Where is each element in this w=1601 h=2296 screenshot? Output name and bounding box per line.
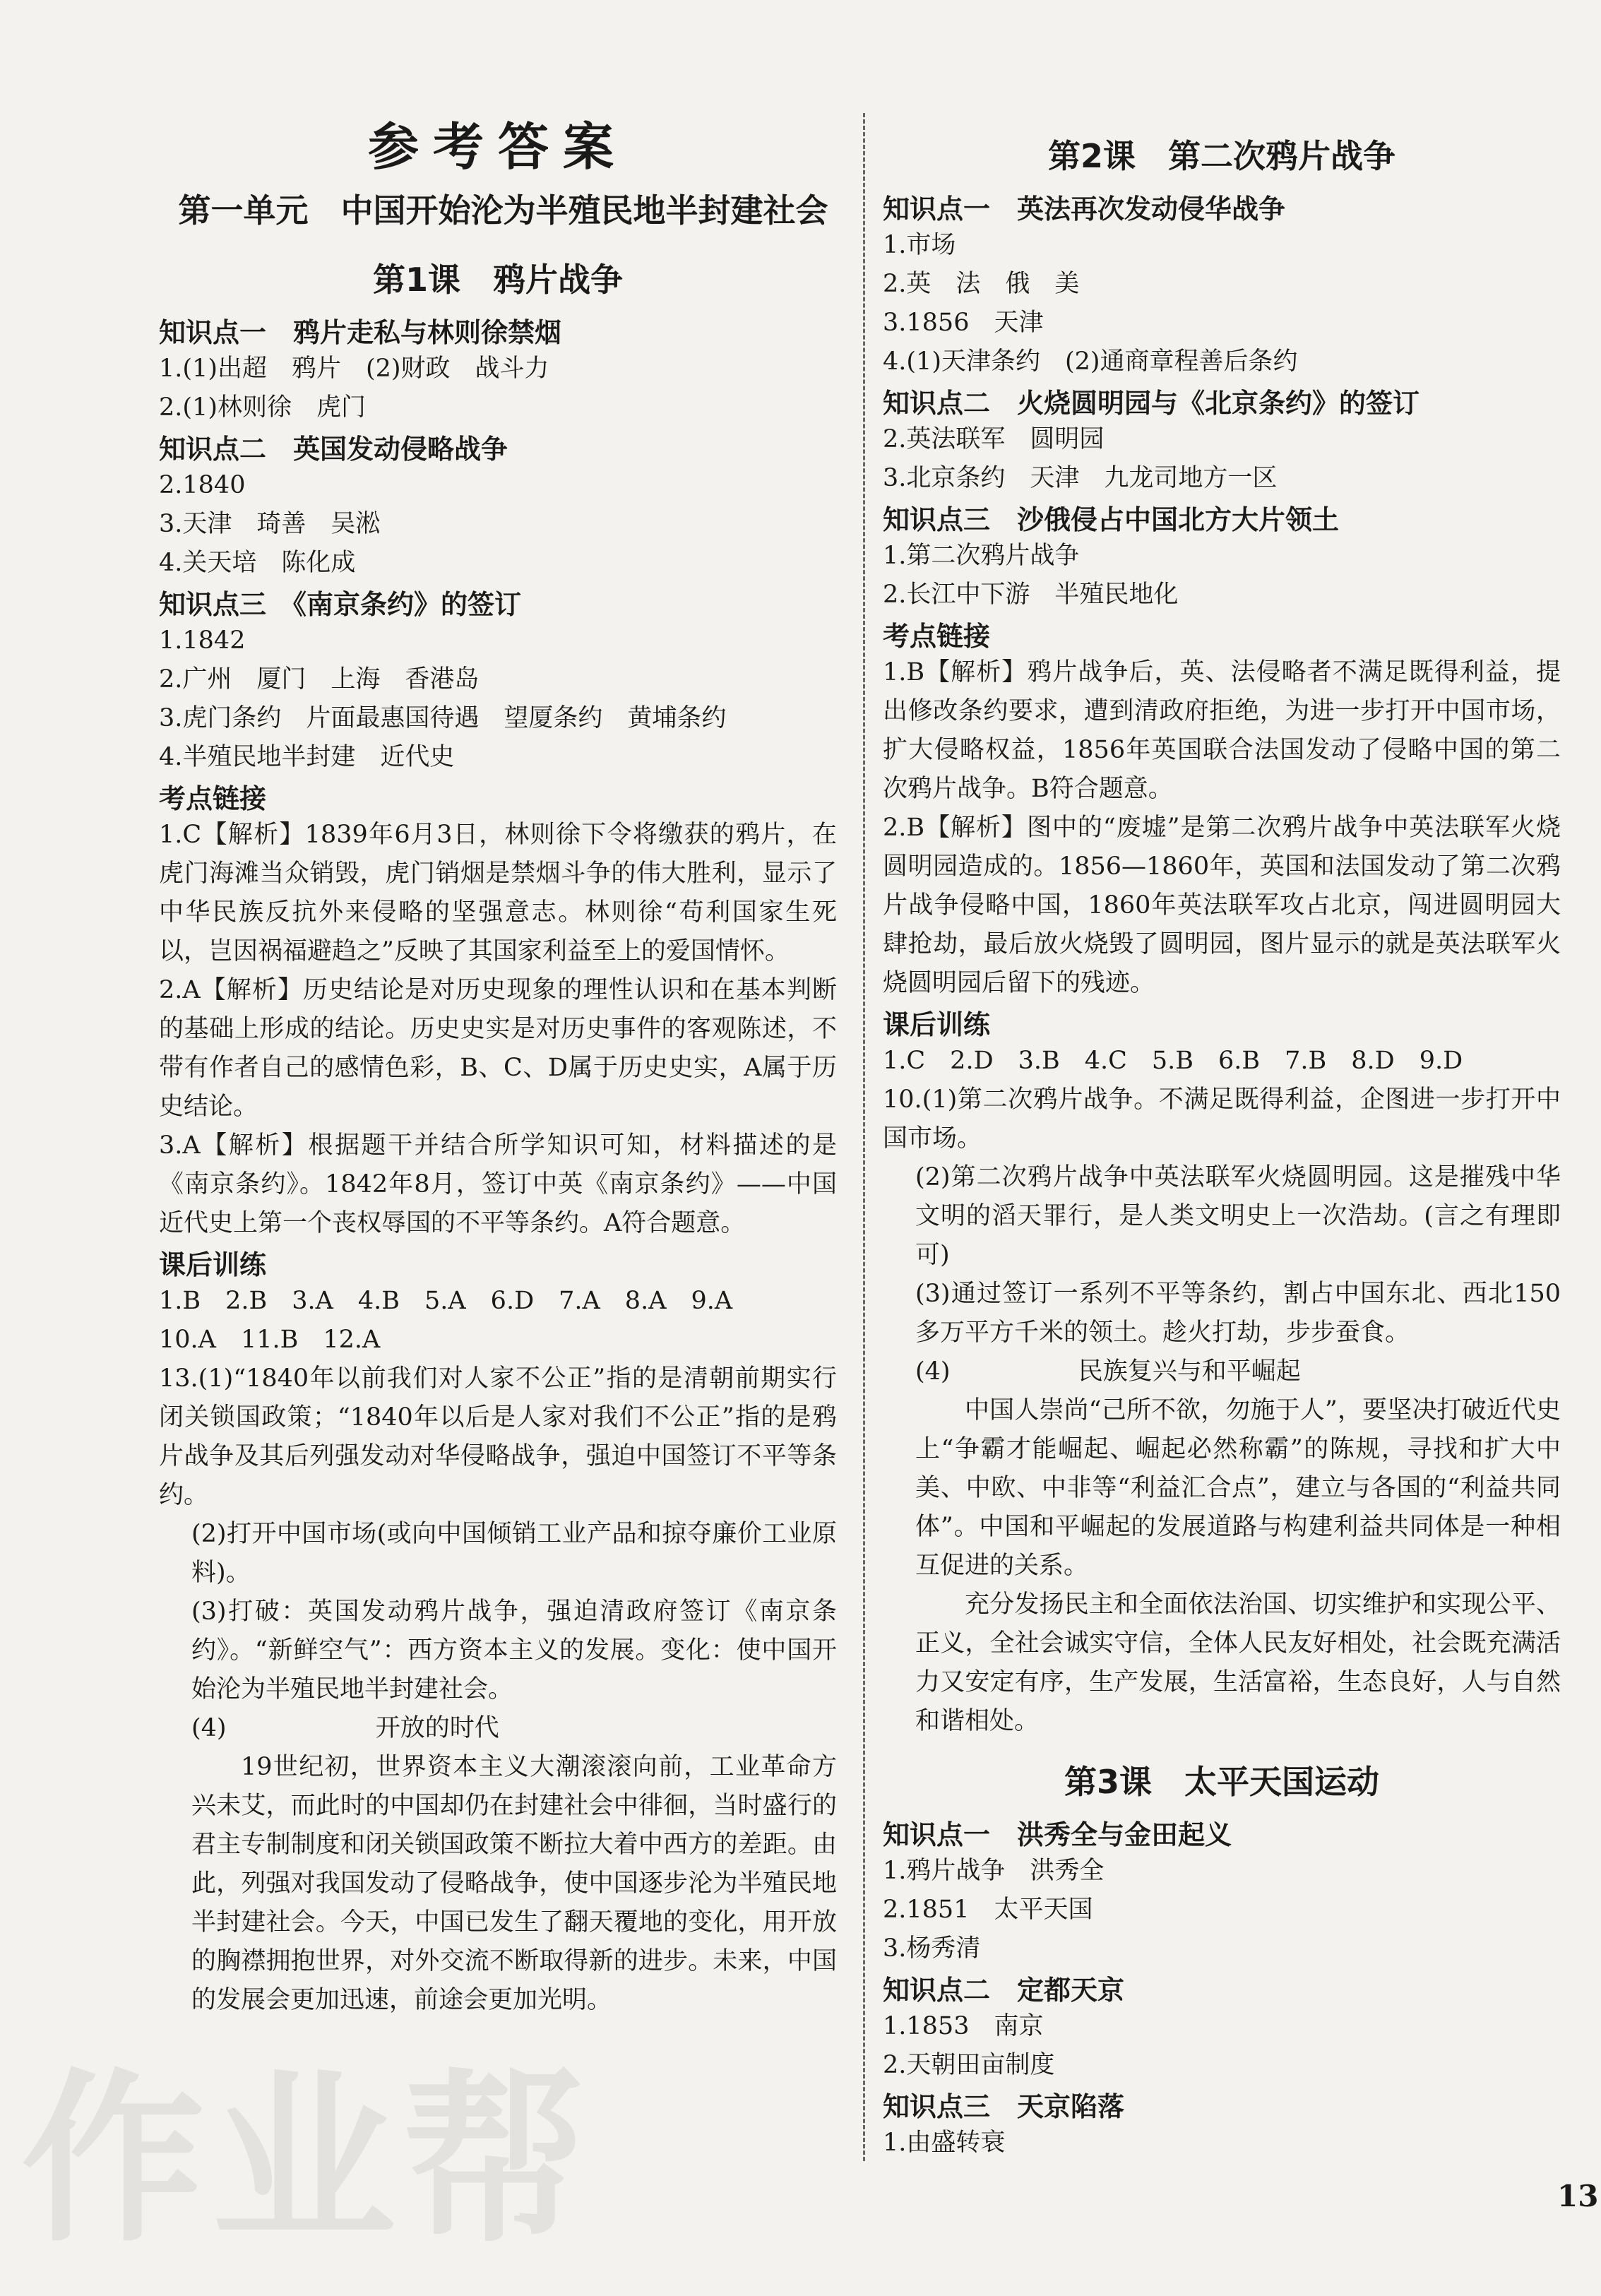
answer-line: 2.长江中下游 半殖民地化 [883,581,1179,609]
answer-line: 4.半殖民地半封建 近代史 [159,743,455,771]
page-title: 参考答案 [367,117,628,177]
essay-title: 民族复兴与和平崛起 [1078,1357,1301,1386]
knowledge-point-heading: 知识点三 沙俄侵占中国北方大片领土 [883,504,1340,535]
answer-line: 4.关天培 陈化成 [159,549,356,577]
answer-line: 2.天朝田亩制度 [883,2051,1055,2079]
essay-body: 19世纪初，世界资本主义大潮滚滚向前，工业革命方兴未艾，而此时的中国却仍在封建社会中徘徊，当时盛行的君主专制制度和闭关锁国政策不断拉大着中西方的差距。由此，列强对我国发动了侵略战争，使中国逐步沦为半殖民地半封建社会。今天，中国已发生了翻天覆地的变化，用开放的胸襟拥抱世界，对外交流不断取得新的进步。未来，中国的发展会更加迅速，前途会更加光明。 [191,1753,837,2014]
analysis-answer: 1.C【解析】1839年6月3日，林则徐下令将缴获的鸦片，在虎门海滩当众销毁，虎门销烟是禁烟斗争的伟大胜利，显示了中华民族反抗外来侵略的坚强意志。林则徐“苟利国家生死以，岂因祸福避趋之”反映了其国家利益至上的爱国情怀。 [159,821,837,965]
page-number: 13 [1557,2179,1599,2213]
answer-line: 1.第二次鸦片战争 [883,542,1080,570]
answer-line: 4.(1)天津条约 (2)通商章程善后条约 [883,347,1298,376]
analysis-answer: 1.B【解析】鸦片战争后，英、法侵略者不满足既得利益，提出修改条约要求，遭到清政府拒绝，为进一步打开中国市场，扩大侵略权益，1856年英国联合法国发动了侵略中国的第二次鸦片战争。B符合题意。 [883,658,1561,803]
right-column [883,131,1561,2163]
answer-line: 1.1853 南京 [883,2012,1044,2040]
section-heading: 课后训练 [883,1009,991,1040]
essay-subheading [883,1352,1561,1391]
knowledge-point-heading: 知识点二 定都天京 [883,1975,1125,2006]
lesson-1-title: 第1课 鸦片战争 [372,261,623,299]
left-column [159,254,837,2020]
column-divider [863,113,865,2161]
essay-title: 开放的时代 [375,1714,499,1742]
essay-subheading [159,1709,837,1748]
essay-answer: 10.(1)第二次鸦片战争。不满足既得利益，企图进一步打开中国市场。 [883,1085,1561,1153]
section-heading: 课后训练 [159,1249,267,1280]
knowledge-point-heading: 知识点二 英国发动侵略战争 [159,434,508,465]
answer-line: 2.英法联军 圆明园 [883,425,1105,453]
answer-line: 2.英 法 俄 美 [883,270,1080,298]
knowledge-point-heading: 知识点三 《南京条约》的签订 [159,589,522,620]
answer-line: 3.虎门条约 片面最惠国待遇 望厦条约 黄埔条约 [159,704,727,732]
section-heading: 考点链接 [883,621,991,652]
answer-line: 1.(1)出超 鸦片 (2)财政 战斗力 [159,355,549,383]
essay-answer: (2)第二次鸦片战争中英法联军火烧圆明园。这是摧残中华文明的滔天罪行，是人类文明史上一次浩劫。(言之有理即可) [915,1163,1561,1269]
watermark: 作业帮 [21,2054,593,2267]
answer-line: 3.1856 天津 [883,309,1044,337]
answer-line: 1.1842 [159,626,246,655]
essay-label: (4) [915,1357,951,1386]
essay-body: 充分发扬民主和全面依法治国、切实维护和实现公平、正义，全社会诚实守信，全体人民友好相处，社会既充满活力又安定有序，生产发展，生活富裕，生态良好，人与自然和谐相处。 [915,1590,1561,1735]
essay-answer: (3)打破：英国发动鸦片战争，强迫清政府签订《南京条约》。“新鲜空气”：西方资本主义的发展。变化：使中国开始沦为半殖民地半封建社会。 [191,1598,837,1703]
unit-title: 第一单元 中国开始沦为半殖民地半封建社会 [178,191,828,230]
section-heading: 考点链接 [159,783,267,814]
answer-line: 1.B 2.B 3.A 4.B 5.A 6.D 7.A 8.A 9.A [159,1287,733,1315]
essay-body: 中国人崇尚“己所不欲，勿施于人”，要坚决打破近代史上“争霸才能崛起、崛起必然称霸”的陈规，寻找和扩大中美、中欧、中非等“利益汇合点”，建立与各国的“利益共同体”。中国和平崛起的发展道路与构建利益共同体是一种相互促进的关系。 [915,1396,1561,1580]
answer-line: 1.由盛转衰 [883,2129,1006,2157]
answer-line: 3.北京条约 天津 九龙司地方一区 [883,464,1278,492]
lesson-2-title: 第2课 第二次鸦片战争 [1047,137,1395,175]
analysis-answer: 3.A【解析】根据题干并结合所学知识可知，材料描述的是《南京条约》。1842年8月，签订中英《南京条约》——中国近代史上第一个丧权辱国的不平等条约。A符合题意。 [159,1131,837,1237]
essay-label: (4) [191,1714,227,1742]
answer-line: 1.C 2.D 3.B 4.C 5.B 6.B 7.B 8.D 9.D [883,1047,1463,1075]
analysis-answer: 2.B【解析】图中的“废墟”是第二次鸦片战争中英法联军火烧圆明园造成的。1856—1860年，英国和法国发动了第二次鸦片战争侵略中国，1860年英法联军攻占北京，闯进圆明园大肆抢劫，最后放火烧毁了圆明园，图片显示的就是英法联军火烧圆明园后留下的残迹。 [883,814,1561,997]
lesson-3-title: 第3课 太平天国运动 [1064,1763,1379,1801]
answer-line: 2.1840 [159,471,246,499]
knowledge-point-heading: 知识点一 鸦片走私与林则徐禁烟 [159,317,562,348]
analysis-answer: 2.A【解析】历史结论是对历史现象的理性认识和在基本判断的基础上形成的结论。历史史实是对历史事件的客观陈述，不带有作者自己的感情色彩，B、C、D属于历史史实，A属于历史结论。 [159,976,837,1121]
essay-answer: 13.(1)“1840年以前我们对人家不公正”指的是清朝前期实行闭关锁国政策；“1840年以后是人家对我们不公正”指的是鸦片战争及其后列强发动对华侵略战争，强迫中国签订不平等条约。 [159,1364,837,1509]
answer-line: 3.杨秀清 [883,1934,981,1963]
knowledge-point-heading: 知识点三 天京陷落 [883,2091,1125,2122]
answer-line: 2.1851 太平天国 [883,1896,1093,1924]
answer-line: 10.A 11.B 12.A [159,1326,381,1354]
answer-line: 1.市场 [883,231,956,259]
knowledge-point-heading: 知识点一 英法再次发动侵华战争 [883,194,1286,225]
essay-answer: (2)打开中国市场(或向中国倾销工业产品和掠夺廉价工业原料)。 [191,1520,837,1587]
answer-line: 2.(1)林则徐 虎门 [159,393,366,422]
answer-line: 3.天津 琦善 吴淞 [159,510,381,538]
answer-line: 1.鸦片战争 洪秀全 [883,1857,1105,1885]
essay-answer: (3)通过签订一系列不平等条约，割占中国东北、西北150多万平方千米的领土。趁火打劫，步步蚕食。 [915,1280,1561,1347]
knowledge-point-heading: 知识点二 火烧圆明园与《北京条约》的签订 [883,388,1420,419]
knowledge-point-heading: 知识点一 洪秀全与金田起义 [883,1819,1232,1850]
answer-line: 2.广州 厦门 上海 香港岛 [159,665,480,694]
